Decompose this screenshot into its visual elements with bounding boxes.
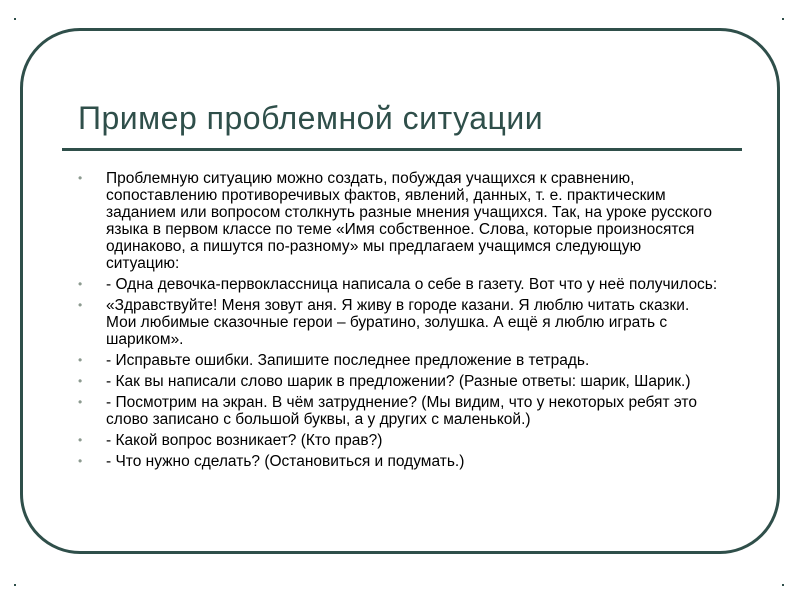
bullet-item bbox=[78, 276, 718, 293]
bullet-icon: • bbox=[78, 171, 83, 185]
slide-title: Пример проблемной ситуации bbox=[78, 100, 544, 136]
bullet-item bbox=[78, 432, 718, 449]
bullet-icon: • bbox=[78, 277, 83, 291]
bullet-item bbox=[78, 352, 718, 369]
corner-dot bbox=[782, 584, 784, 586]
bullet-text: - Какой вопрос возникает? (Кто прав?) bbox=[106, 432, 383, 449]
bullet-text: «Здравствуйте! Меня зовут аня. Я живу в городе казани. Я люблю читать сказки. Мои любимые сказочные герои – буратино, золушка. А ещё я люблю играть с шариком». bbox=[106, 297, 690, 348]
bullet-icon: • bbox=[78, 374, 83, 388]
bullet-icon: • bbox=[78, 353, 83, 367]
corner-dot bbox=[14, 584, 16, 586]
bullet-item bbox=[78, 297, 718, 348]
title-underline bbox=[62, 148, 742, 151]
bullet-item bbox=[78, 453, 718, 470]
corner-dot bbox=[14, 18, 16, 20]
bullet-text: - Посмотрим на экран. В чём затруднение? (Мы видим, что у некоторых ребят это слово записано с большой буквы, а у других с маленькой.) bbox=[106, 394, 697, 428]
bullet-icon: • bbox=[78, 454, 83, 468]
bullet-text: - Исправьте ошибки. Запишите последнее предложение в тетрадь. bbox=[106, 352, 590, 369]
bullet-icon: • bbox=[78, 433, 83, 447]
corner-dot bbox=[782, 18, 784, 20]
bullet-item bbox=[78, 394, 718, 428]
bullet-list bbox=[78, 170, 718, 474]
bullet-text: - Одна девочка-первоклассница написала о себе в газету. Вот что у неё получилось: bbox=[106, 276, 718, 293]
bullet-item bbox=[78, 373, 718, 390]
bullet-icon: • bbox=[78, 298, 83, 312]
bullet-text: Проблемную ситуацию можно создать, побуждая учащихся к сравнению, сопоставлению противоречивых фактов, явлений, данных, т. е. практическим заданием или вопросом столкнуть разные мнения учащихся. Так, на уроке русского языка в первом классе по теме «Имя собственное. Слова, которые произносятся одинаково, а пишутся по-разному» мы предлагаем учащимся следующую ситуацию: bbox=[106, 170, 712, 272]
bullet-item bbox=[78, 170, 718, 272]
bullet-icon: • bbox=[78, 395, 83, 409]
bullet-text: - Что нужно сделать? (Остановиться и подумать.) bbox=[106, 453, 465, 470]
bullet-text: - Как вы написали слово шарик в предложении? (Разные ответы: шарик, Шарик.) bbox=[106, 373, 691, 390]
